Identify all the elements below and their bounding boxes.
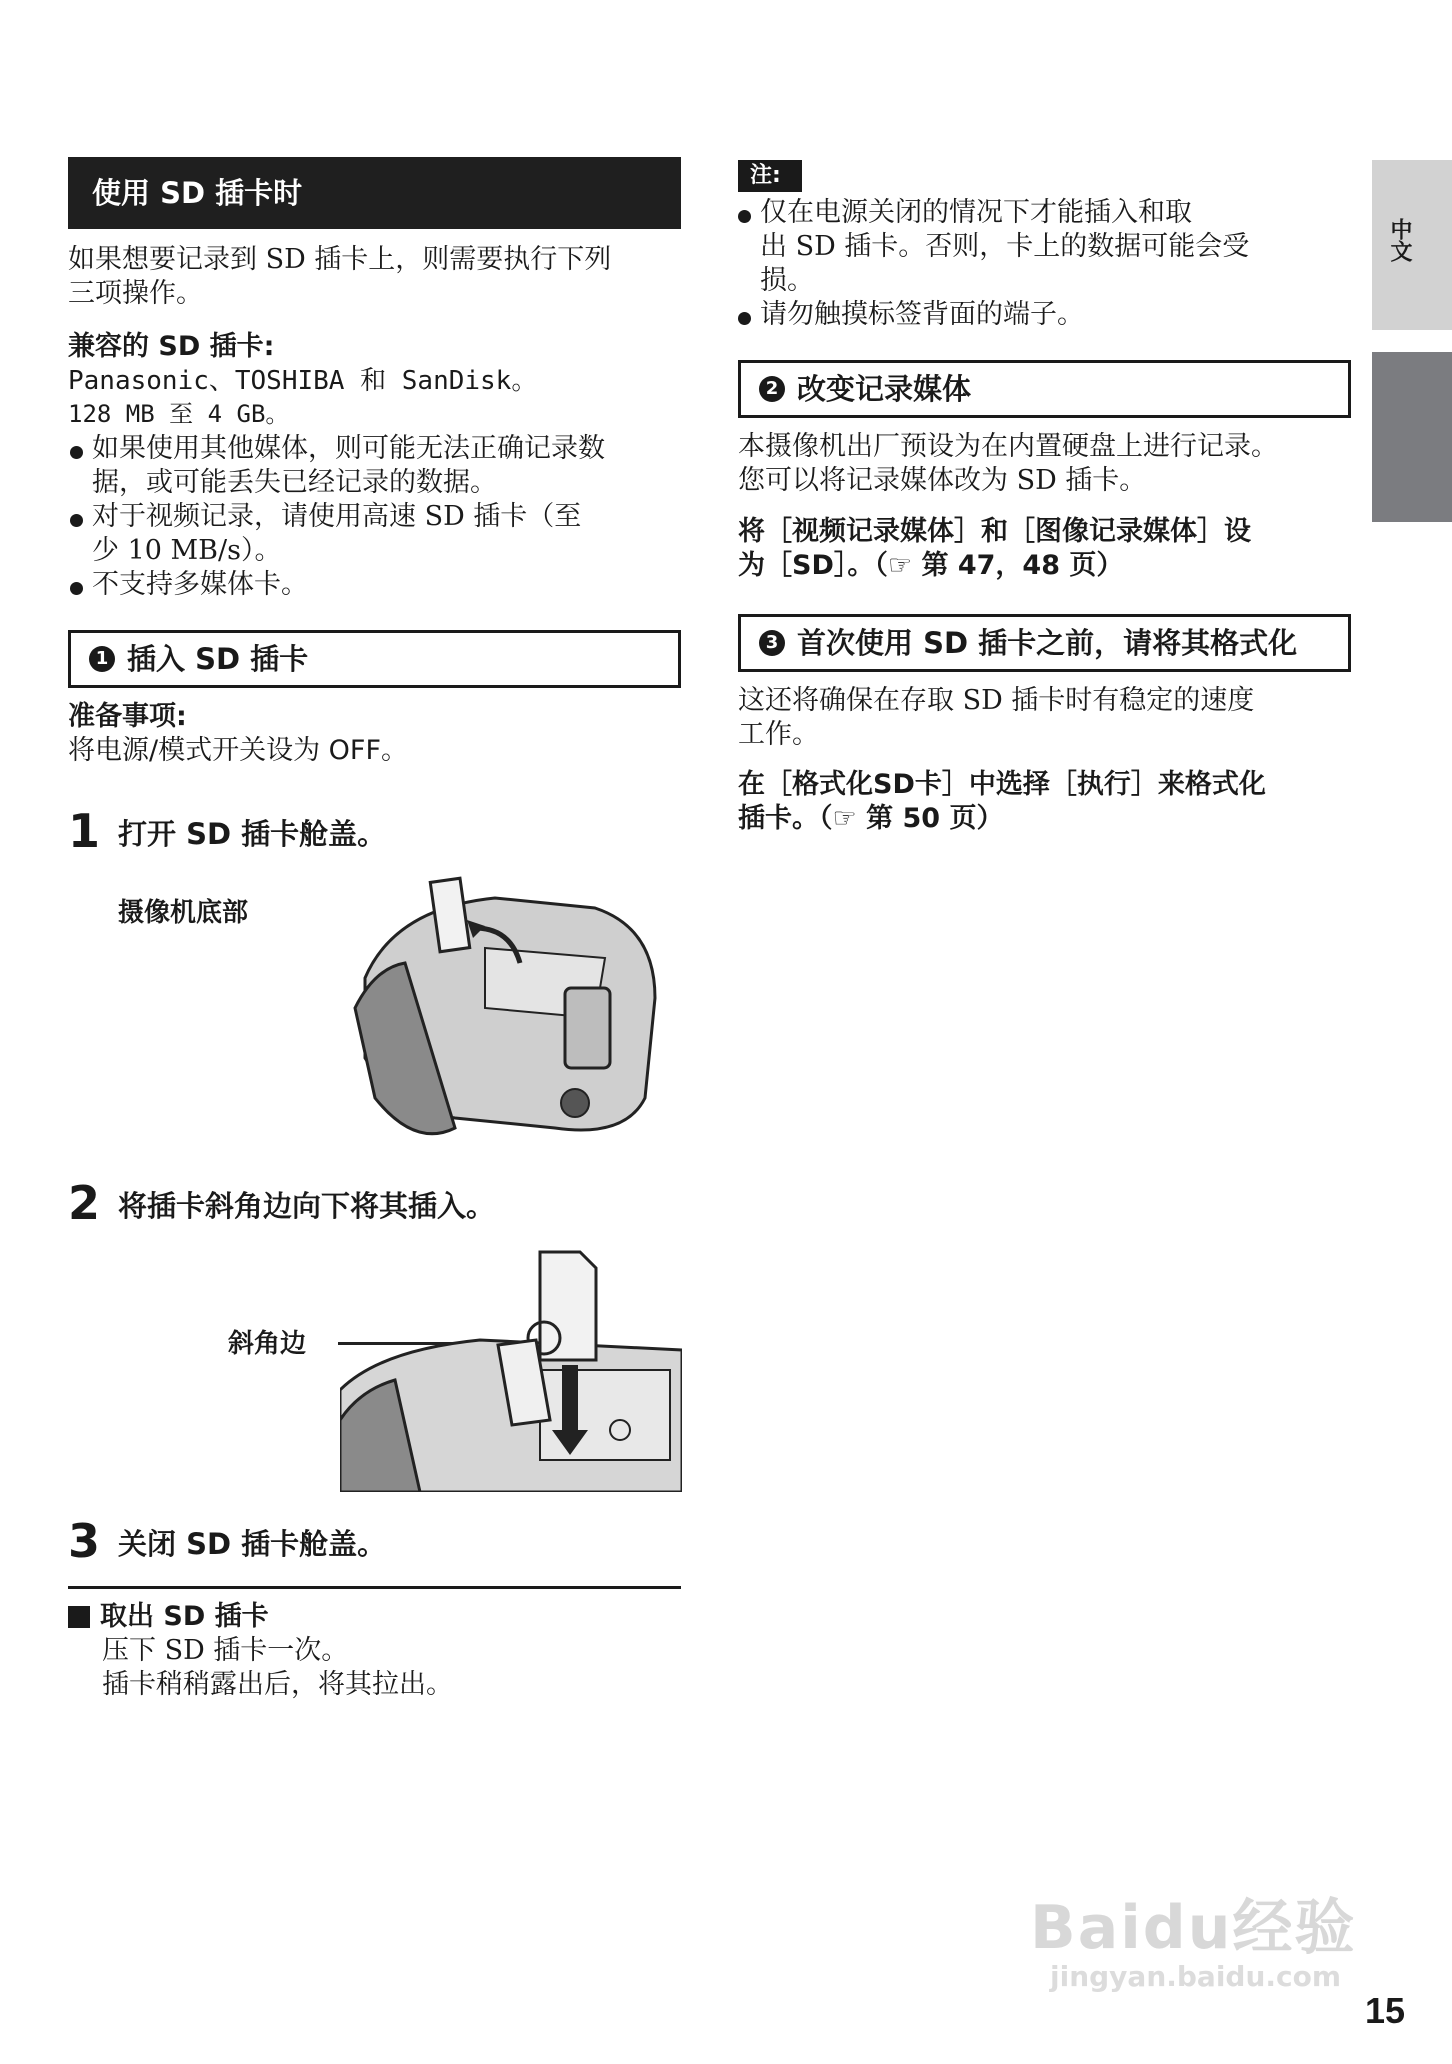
section-tab (1372, 352, 1452, 522)
step-1 (68, 804, 387, 858)
intro-line: 如果想要记录到 SD 插卡上，则需要执行下列 (68, 244, 612, 275)
bullet-item (68, 500, 683, 568)
remove-block (68, 1600, 453, 1702)
prep-block (68, 700, 408, 768)
step-section-3-text (738, 684, 1358, 752)
step-number: 1 (68, 804, 101, 858)
remove-heading: 取出 SD 插卡 (100, 1601, 269, 1632)
instruction-line: 在［格式化SD卡］中选择［执行］来格式化 (738, 769, 1266, 800)
bullet-dot (70, 514, 83, 527)
bullet-line: 损。 (760, 265, 814, 296)
step-section-number: 3 (759, 630, 785, 656)
step-section-2-instruction (738, 515, 1358, 583)
bullet-dot (738, 312, 751, 325)
step-section-2-header (738, 360, 1351, 418)
square-bullet-icon (68, 1606, 90, 1628)
step-section-3-header (738, 614, 1351, 672)
bullet-dot (70, 582, 83, 595)
text-line: 您可以将记录媒体改为 SD 插卡。 (738, 465, 1147, 496)
compatible-bullets (68, 432, 683, 602)
step-section-1-header (68, 630, 681, 688)
bullet-line: 仅在电源关闭的情况下才能插入和取 (760, 197, 1192, 228)
compatible-heading: 兼容的 SD 插卡: (68, 331, 275, 362)
step-text: 打开 SD 插卡舱盖。 (118, 817, 387, 851)
instruction-line: 将［视频记录媒体］和［图像记录媒体］设 (738, 516, 1251, 547)
remove-line: 压下 SD 插卡一次。 (102, 1635, 349, 1666)
compatible-capacity: 128 MB 至 4 GB。 (68, 400, 290, 428)
watermark-url: jingyan.baidu.com (1050, 1960, 1342, 1993)
step-section-number: 2 (759, 376, 785, 402)
text-line: 这还将确保在存取 SD 插卡时有稳定的速度 (738, 685, 1255, 716)
intro-text (68, 243, 683, 311)
note-bullets (736, 196, 1356, 332)
bullet-item (736, 298, 1356, 332)
bullet-line: 据，或可能丢失已经记录的数据。 (92, 467, 497, 498)
step-section-2-text (738, 430, 1358, 498)
step-section-3-instruction (738, 768, 1358, 836)
camcorder-bottom-illustration (335, 868, 665, 1158)
sd-card-insertion-illustration (340, 1250, 682, 1492)
figure-1-label: 摄像机底部 (118, 898, 249, 928)
step-section-title: 改变记录媒体 (797, 372, 972, 406)
step-section-number: 1 (89, 646, 115, 672)
divider (68, 1586, 681, 1589)
bullet-line: 不支持多媒体卡。 (92, 569, 308, 600)
instruction-line: 为［SD］。（☞ 第 47，48 页） (738, 550, 1124, 581)
page-number: 15 (1365, 1990, 1406, 2031)
language-tab-label: 中文 (1387, 218, 1412, 262)
step-section-title: 首次使用 SD 插卡之前，请将其格式化 (797, 626, 1298, 660)
step-number: 2 (68, 1176, 101, 1230)
text-line: 工作。 (738, 719, 819, 750)
intro-line: 三项操作。 (68, 278, 203, 309)
bullet-item (68, 432, 683, 500)
text-line: 本摄像机出厂预设为在内置硬盘上进行记录。 (738, 431, 1278, 462)
bullet-line: 对于视频记录，请使用高速 SD 插卡（至 (92, 501, 582, 532)
figure-2-label: 斜角边 (228, 1329, 307, 1359)
step-2 (68, 1176, 496, 1230)
note-label: 注: (738, 160, 802, 192)
remove-line: 插卡稍稍露出后，将其拉出。 (102, 1669, 453, 1700)
bullet-dot (738, 210, 751, 223)
step-number: 3 (68, 1514, 101, 1568)
compatible-block (68, 330, 683, 602)
bullet-line: 如果使用其他媒体，则可能无法正确记录数 (92, 433, 605, 464)
instruction-line: 插卡。（☞ 第 50 页） (738, 803, 1004, 834)
bullet-line: 出 SD 插卡。否则，卡上的数据可能会受 (760, 231, 1250, 262)
step-section-title: 插入 SD 插卡 (127, 642, 309, 676)
remove-heading-row (68, 1600, 453, 1634)
bullet-dot (70, 446, 83, 459)
compatible-brands: Panasonic、TOSHIBA 和 SanDisk。 (68, 366, 538, 396)
step-text: 关闭 SD 插卡舱盖。 (118, 1527, 387, 1561)
watermark-logo: Baidu经验 (1030, 1893, 1357, 1963)
bullet-item (736, 196, 1356, 298)
step-3 (68, 1514, 387, 1568)
section-header: 使用 SD 插卡时 (68, 157, 681, 229)
step-text: 将插卡斜角边向下将其插入。 (118, 1189, 496, 1223)
prep-heading: 准备事项: (68, 701, 187, 732)
bullet-item (68, 568, 683, 602)
bullet-line: 少 10 MB/s）。 (92, 535, 282, 566)
bullet-line: 请勿触摸标签背面的端子。 (760, 299, 1084, 330)
prep-text: 将电源/模式开关设为 OFF。 (68, 735, 408, 766)
